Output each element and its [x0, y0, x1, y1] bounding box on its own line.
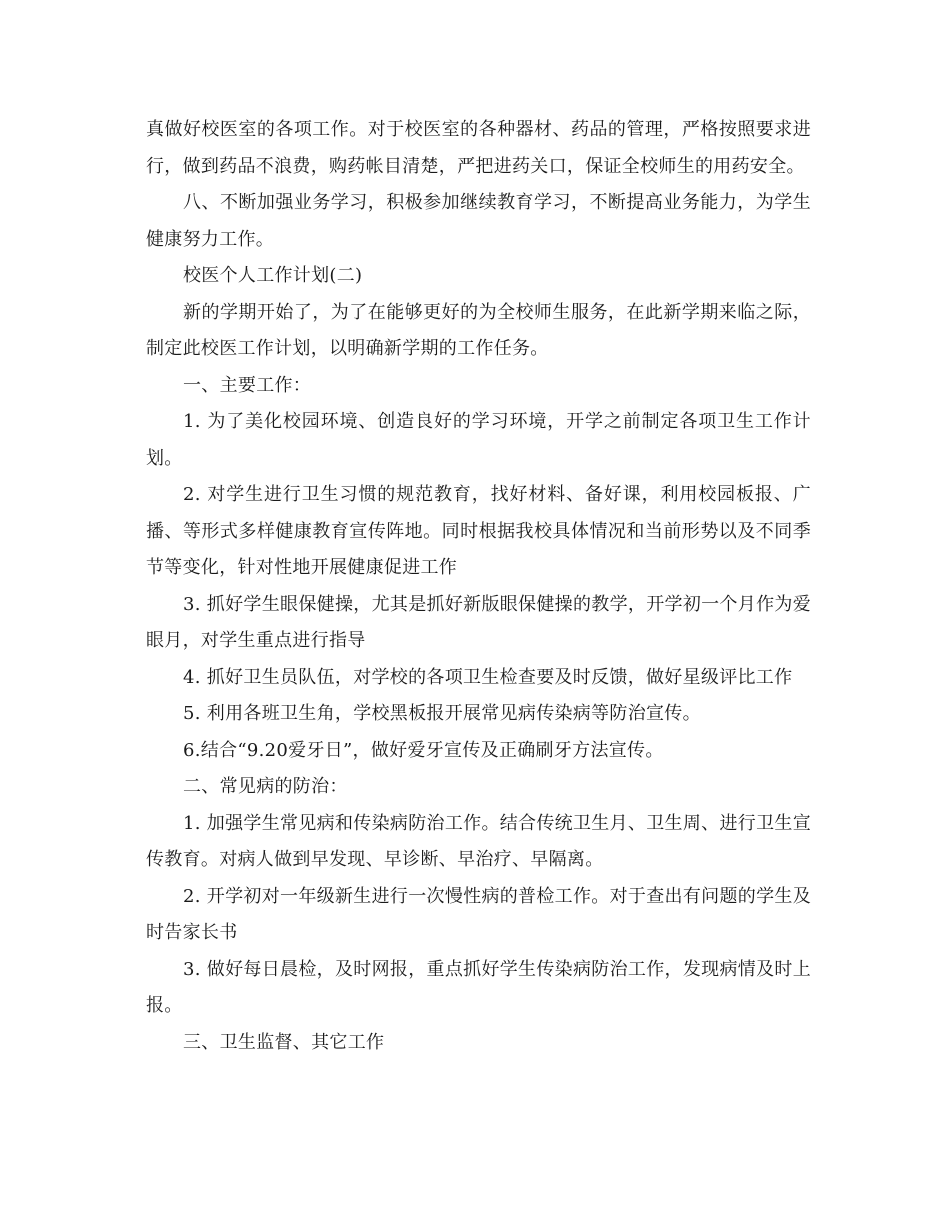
paragraph-intro: 新的学期开始了，为了在能够更好的为全校师生服务，在此新学期来临之际，制定此校医工作计划，以明确新学期的工作任务。 [146, 301, 811, 359]
paragraph-continuation: 真做好校医室的各项工作。对于校医室的各种器材、药品的管理，严格按照要求进行，做到药品不浪费，购药帐目清楚，严把进药关口，保证全校师生的用药安全。 [146, 119, 811, 177]
list-item: 2. 开学初对一年级新生进行一次慢性病的普检工作。对于查出有问题的学生及时告家长书 [146, 885, 811, 943]
section-title: 校医个人工作计划(二) [183, 265, 363, 286]
list-item: 2. 对学生进行卫生习惯的规范教育，找好材料、备好课，利用校园板报、广播、等形式多样健康教育宣传阵地。同时根据我校具体情况和当前形势以及不同季节等变化，针对性地开展健康促进工作 [146, 484, 811, 578]
list-item: 1. 加强学生常见病和传染病防治工作。结合传统卫生月、卫生周、进行卫生宣传教育。对病人做到早发现、早诊断、早治疗、早隔离。 [146, 812, 811, 870]
list-item: 5. 利用各班卫生角，学校黑板报开展常见病传染病等防治宣传。 [183, 703, 701, 724]
document-body [146, 112, 811, 1061]
list-item: 3. 做好每日晨检，及时网报，重点抓好学生传染病防治工作，发现病情及时上报。 [146, 958, 811, 1016]
list-item: 6.结合“9.20爱牙日”，做好爱牙宣传及正确刷牙方法宣传。 [183, 739, 664, 761]
paragraph-item-eight: 八、不断加强业务学习，积极参加继续教育学习，不断提高业务能力，为学生健康努力工作。 [146, 192, 811, 250]
list-item: 4. 抓好卫生员队伍，对学校的各项卫生检查要及时反馈，做好星级评比工作 [183, 666, 793, 688]
heading-supervision: 三、卫生监督、其它工作 [183, 1031, 385, 1053]
list-item: 1. 为了美化校园环境、创造良好的学习环境，开学之前制定各项卫生工作计划。 [146, 411, 811, 469]
heading-disease-prevention: 二、常见病的防治： [183, 776, 348, 797]
heading-main-work: 一、主要工作： [183, 374, 312, 396]
list-item: 3. 抓好学生眼保健操，尤其是抓好新版眼保健操的教学，开学初一个月作为爱眼月，对学生重点进行指导 [146, 593, 811, 651]
